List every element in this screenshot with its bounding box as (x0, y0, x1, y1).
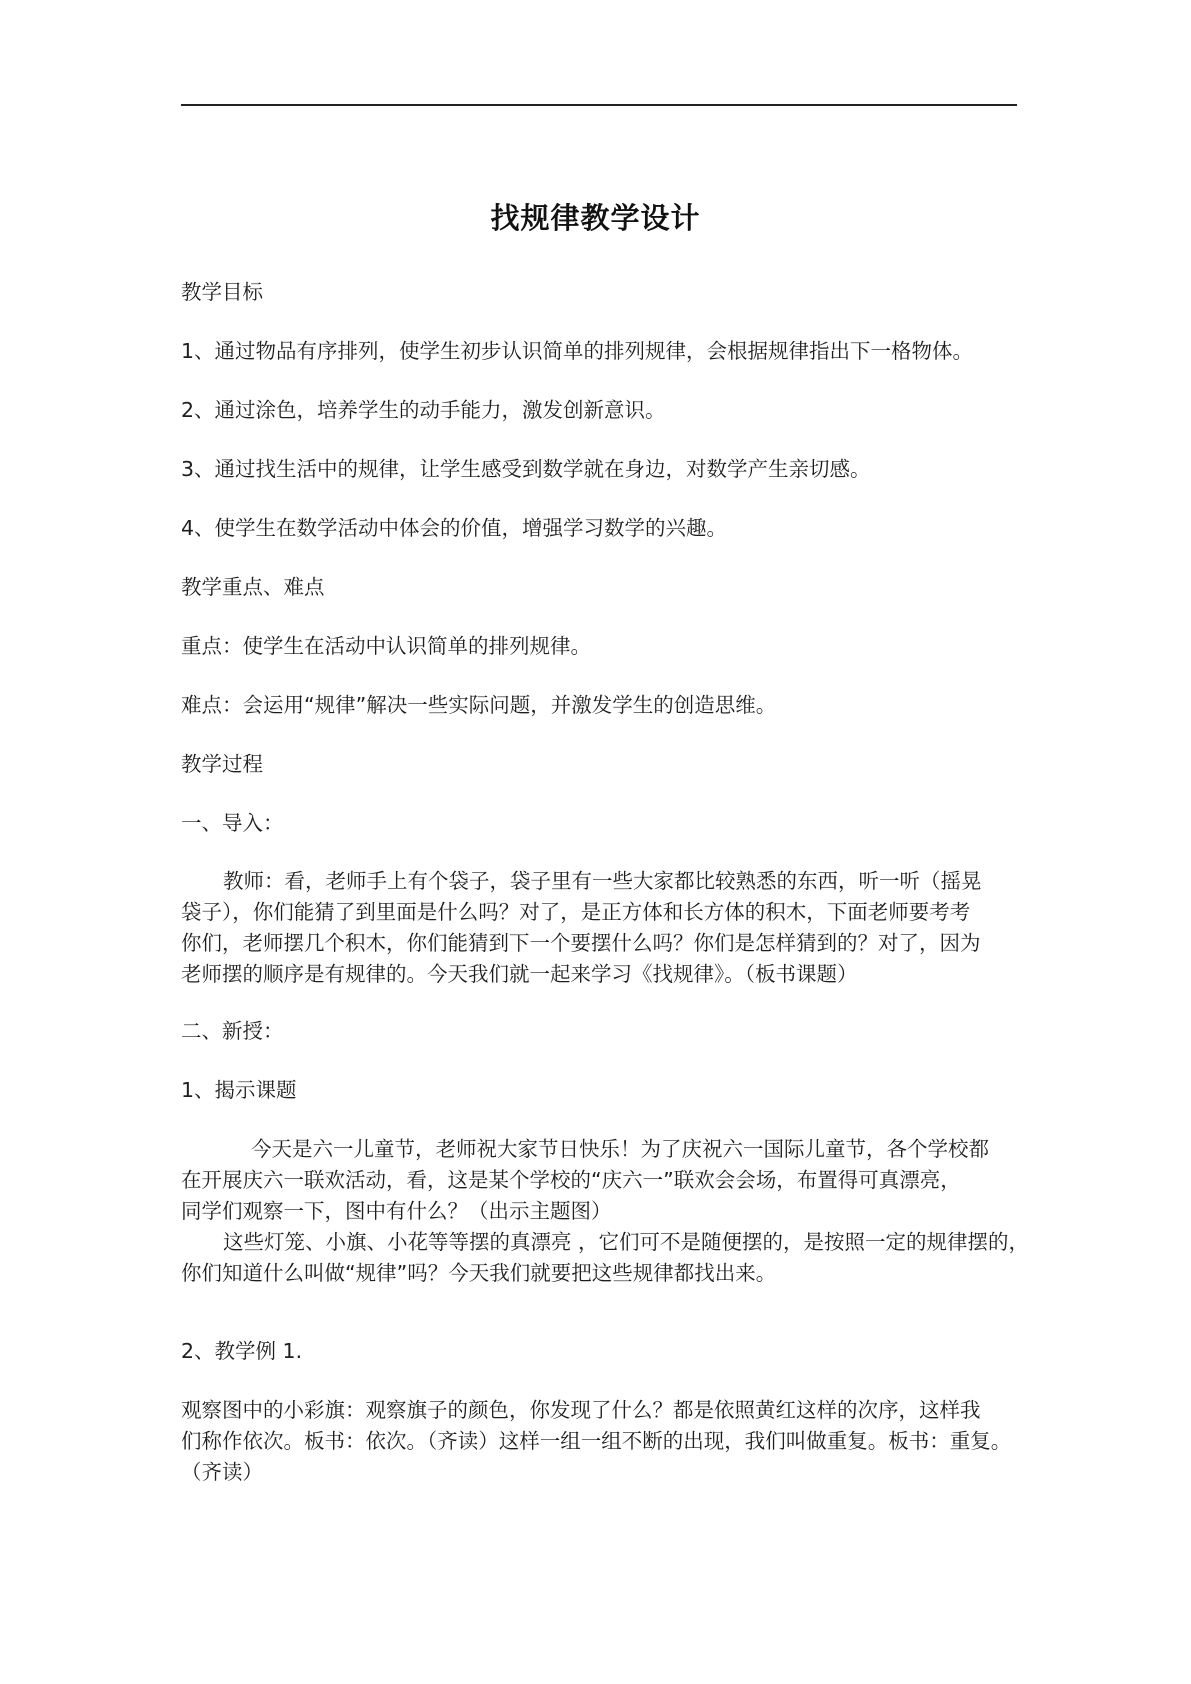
process-heading: 教学过程 (181, 752, 263, 776)
keypoint-text: 重点：使学生在活动中认识简单的排列规律。 (181, 634, 591, 658)
paragraph-line: 观察图中的小彩旗：观察旗子的颜色，你发现了什么？都是依照黄红这样的次序，这样我 (181, 1398, 981, 1422)
part2-heading: 二、新授： (181, 1019, 284, 1043)
paragraph-line: 你们知道什么叫做“规律”吗？今天我们就要把这些规律都找出来。 (181, 1261, 777, 1285)
paragraph-line: 同学们观察一下，图中有什么？（出示主题图） (181, 1199, 612, 1223)
header-rule (181, 104, 1017, 106)
paragraph-line: 们称作依次。板书：依次。（齐读）这样一组一组不断的出现，我们叫做重复。板书：重复。 (181, 1429, 1012, 1453)
paragraph-line: 今天是六一儿童节，老师祝大家节日快乐！为了庆祝六一国际儿童节，各个学校都 (251, 1137, 989, 1161)
objective-item: 3、通过找生活中的规律，让学生感受到数学就在身边，对数学产生亲切感。 (181, 457, 871, 481)
sub2-heading: 2、教学例 1. (181, 1339, 303, 1363)
keypoints-heading: 教学重点、难点 (181, 575, 325, 599)
sub1-heading: 1、揭示课题 (181, 1078, 297, 1102)
sub2-paragraph (181, 1395, 1041, 1488)
objectives-heading: 教学目标 (181, 280, 263, 304)
difficulty-text: 难点：会运用“规律”解决一些实际问题，并激发学生的创造思维。 (181, 693, 777, 717)
paragraph-line: （齐读） (181, 1460, 263, 1484)
paragraph-line: 在开展庆六一联欢活动，看，这是某个学校的“庆六一”联欢会会场，布置得可真漂亮， (181, 1168, 961, 1192)
document-title: 找规律教学设计 (490, 201, 701, 235)
objective-item: 1、通过物品有序排列，使学生初步认识简单的排列规律，会根据规律指出下一格物体。 (181, 339, 974, 363)
objective-item: 4、使学生在数学活动中体会的价值，增强学习数学的兴趣。 (181, 516, 728, 540)
paragraph-line: 教师：看，老师手上有个袋子，袋子里有一些大家都比较熟悉的东西，听一听（摇晃 (223, 869, 982, 893)
objective-item: 2、通过涂色，培养学生的动手能力，激发创新意识。 (181, 398, 666, 422)
paragraph-line: 袋子），你们能猜了到里面是什么吗？对了，是正方体和长方体的积木，下面老师要考考 (181, 900, 971, 924)
sub1-paragraph (181, 1134, 1041, 1289)
paragraph-line: 这些灯笼、小旗、小花等等摆的真漂亮 ，它们可不是随便摆的，是按照一定的规律摆的， (223, 1230, 1030, 1254)
part1-heading: 一、导入： (181, 811, 284, 835)
paragraph-line: 你们，老师摆几个积木，你们能猜到下一个要摆什么吗？你们是怎样猜到的？对了，因为 (181, 931, 981, 955)
part1-paragraph (181, 866, 1041, 990)
paragraph-line: 老师摆的顺序是有规律的。今天我们就一起来学习《找规律》。（板书课题） (181, 962, 858, 986)
